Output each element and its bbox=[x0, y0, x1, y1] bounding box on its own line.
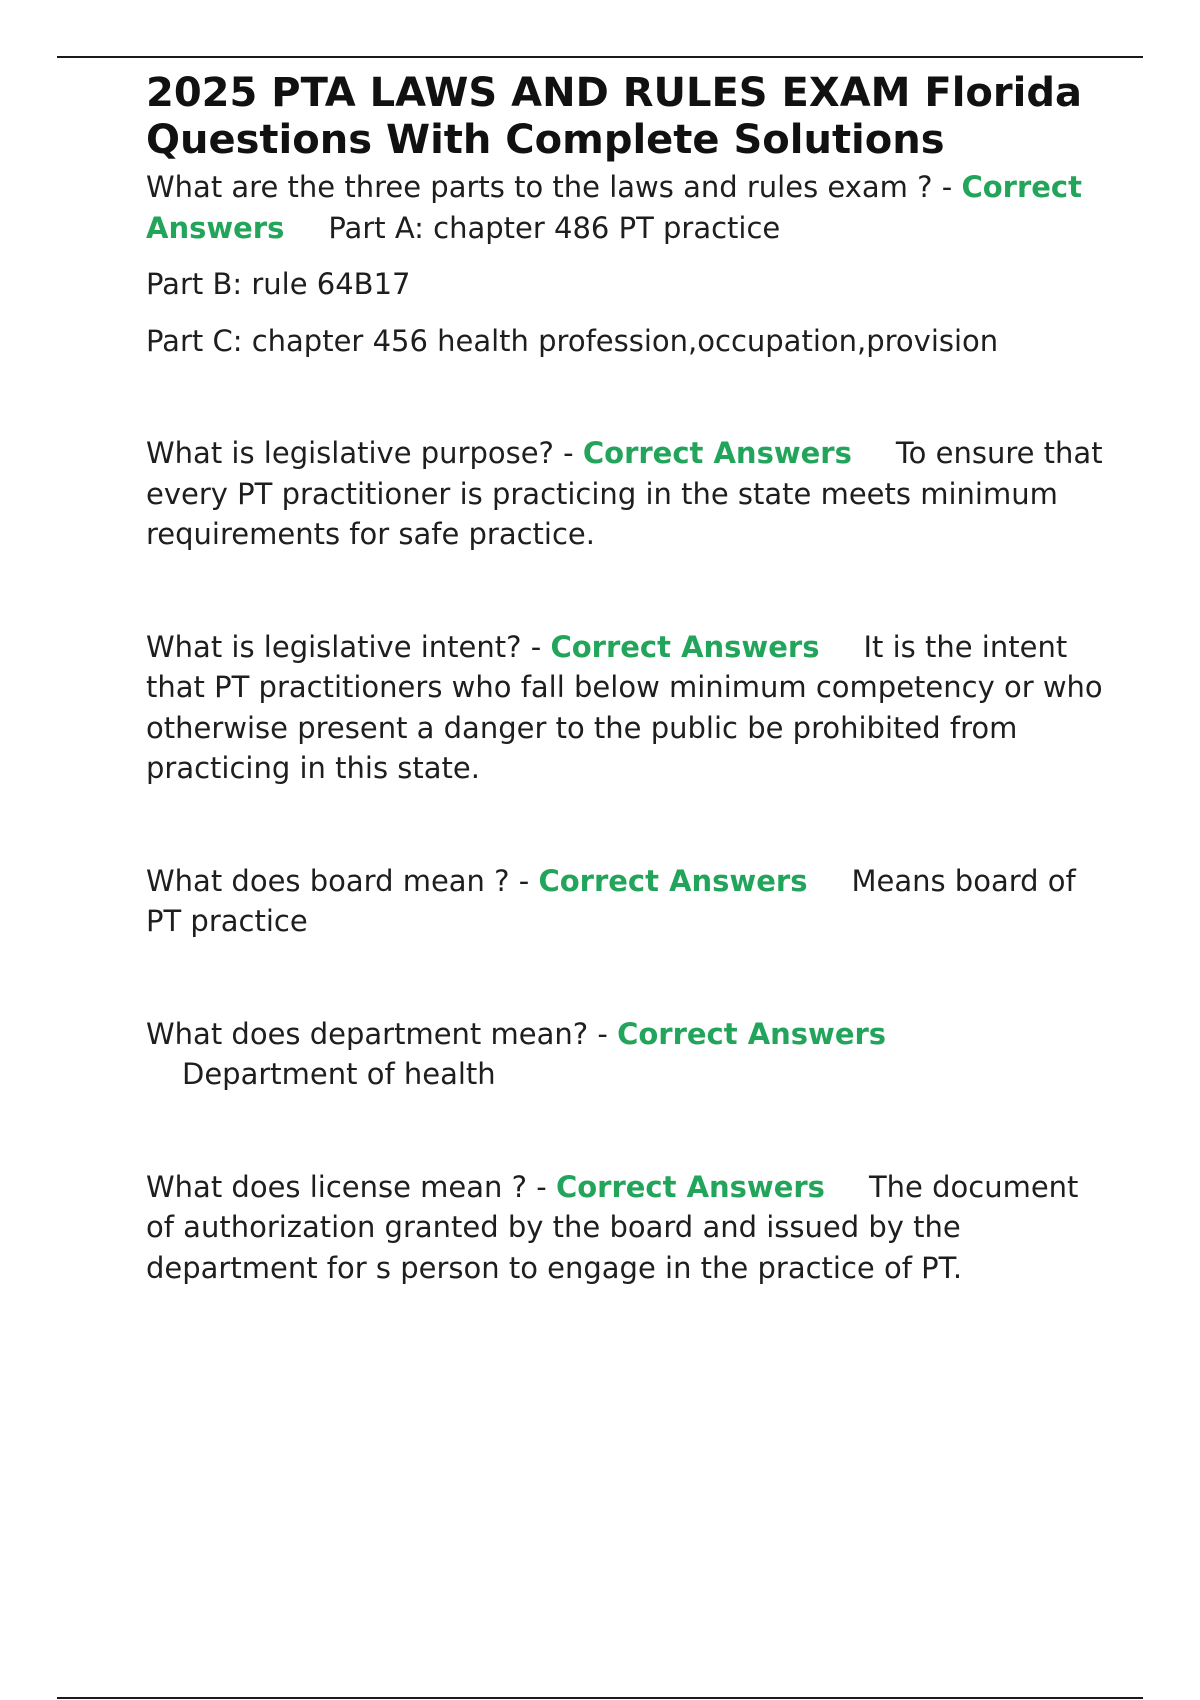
qa-item bbox=[146, 1014, 1106, 1095]
bottom-rule bbox=[57, 1697, 1143, 1699]
qa-question-answer bbox=[146, 1014, 1106, 1095]
document-body bbox=[146, 70, 1106, 1288]
correct-answers-label: Correct Answers bbox=[582, 436, 852, 470]
question-text: What is legislative purpose? - bbox=[146, 436, 574, 470]
question-text: What does board mean ? - bbox=[146, 863, 530, 898]
correct-answers-label: Correct Answers bbox=[538, 863, 808, 898]
qa-question-answer bbox=[146, 861, 1106, 942]
qa-question-answer bbox=[146, 627, 1106, 789]
question-text: What is legislative intent? - bbox=[146, 629, 542, 664]
qa-question-answer bbox=[146, 433, 1106, 555]
qa-question-answer bbox=[146, 167, 1106, 248]
top-rule bbox=[57, 56, 1143, 58]
qa-item bbox=[146, 167, 1106, 361]
answer-line: Part C: chapter 456 health profession,occupation,provision bbox=[146, 323, 999, 358]
question-text: What does license mean ? - bbox=[146, 1169, 547, 1204]
answer-text: To ensure that every PT practitioner is practicing in the state meets minimum requirements for safe practice. bbox=[146, 436, 1103, 551]
question-text: What does department mean? - bbox=[146, 1016, 608, 1051]
answer-text: Part A: chapter 486 PT practice bbox=[328, 210, 781, 245]
question-text: What are the three parts to the laws and rules exam ? - bbox=[146, 170, 953, 204]
correct-answers-label: Correct Answers bbox=[555, 1169, 825, 1204]
qa-item bbox=[146, 627, 1106, 789]
document-title: 2025 PTA LAWS AND RULES EXAM Florida Questions With Complete Solutions bbox=[146, 70, 1082, 163]
qa-item bbox=[146, 861, 1106, 942]
answer-line: Part B: rule 64B17 bbox=[146, 267, 411, 301]
correct-answers-label: Correct Answers bbox=[550, 629, 820, 664]
qa-question-answer bbox=[146, 1167, 1106, 1289]
correct-answers-label: Correct Answers bbox=[617, 1016, 887, 1051]
correct-answers-label: Correct Answers bbox=[146, 170, 1082, 245]
answer-text: Department of health bbox=[182, 1057, 496, 1091]
answer-text: It is the intent that PT practitioners who fall below minimum competency or who otherwise present a danger to the public be prohibited from practicing in this state. bbox=[146, 629, 1103, 785]
answer-text: Means board of PT practice bbox=[146, 863, 1076, 938]
qa-item bbox=[146, 433, 1106, 555]
qa-item bbox=[146, 1167, 1106, 1289]
answer-text: The document of authorization granted by the board and issued by the department for s person to engage in the practice of PT. bbox=[146, 1169, 1079, 1285]
